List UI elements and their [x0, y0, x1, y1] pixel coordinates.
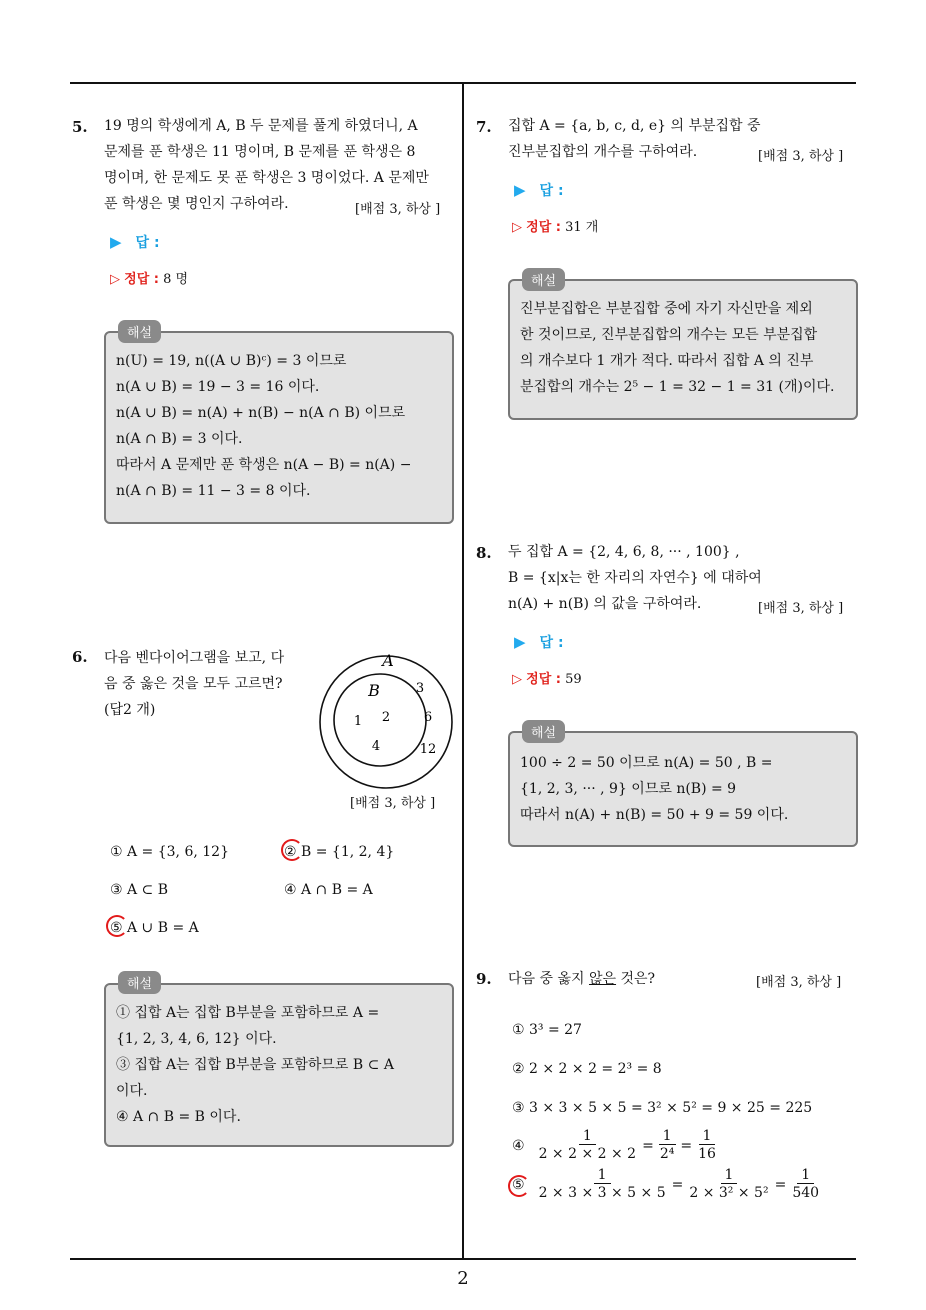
fraction	[535, 1128, 641, 1163]
explanation-line: 따라서 A 문제만 푼 학생은 n(A − B) = n(A) −	[116, 457, 412, 473]
denominator: 2⁴	[659, 1146, 675, 1162]
explanation-line: 의 개수보다 1 개가 적다. 따라서 집합 A 의 진부	[520, 353, 814, 369]
explanation-line: n(A ∩ B) = 11 − 3 = 8 이다.	[116, 483, 311, 499]
option-4-mark: ④	[512, 1137, 525, 1154]
option-5[interactable]: ⑤ A ∪ B = A	[110, 920, 199, 936]
correct-marker-icon: ▷	[110, 272, 120, 287]
explanation-line: ④ A ∩ B = B 이다.	[116, 1109, 241, 1125]
numerator: 1	[797, 1167, 814, 1184]
correct-label: 정답 :	[526, 672, 561, 687]
option-2[interactable]: ② 2 × 2 × 2 = 2³ = 8	[512, 1061, 662, 1077]
correct-label: 정답 :	[526, 220, 561, 235]
page-number: 2	[457, 1268, 469, 1289]
venn-diagram	[316, 652, 458, 792]
fraction	[656, 1128, 679, 1163]
explanation-line: 100 ÷ 2 = 50 이므로 n(A) = 50 , B =	[520, 755, 773, 771]
denominator: 2 × 3² × 5²	[689, 1185, 769, 1201]
explanation-line: ③ 집합 A는 집합 B부분을 포함하므로 B ⊂ A	[116, 1057, 394, 1073]
equals: =	[680, 1137, 693, 1154]
venn-element: 12	[419, 742, 437, 757]
column-divider	[462, 83, 464, 1259]
play-icon: ▶	[514, 633, 526, 651]
option-5[interactable]	[512, 1167, 825, 1202]
venn-element: 2	[381, 710, 391, 725]
correct-value: 59	[565, 672, 582, 687]
explanation-line: ① 집합 A는 집합 B부분을 포함하므로 A =	[116, 1005, 380, 1021]
q5-line: 푼 학생은 몇 명인지 구하여라.	[104, 196, 289, 212]
option-1[interactable]: ① 3³ = 27	[512, 1022, 582, 1038]
correct-label: 정답 :	[124, 272, 159, 287]
numerator: 1	[699, 1128, 716, 1145]
explanation-line: {1, 2, 3, ··· , 9} 이므로 n(B) = 9	[520, 781, 737, 797]
q7-line: 진부분집합의 개수를 구하여라.	[508, 144, 698, 160]
denominator: 2 × 2 × 2 × 2	[538, 1146, 637, 1162]
question-8-number: 8.	[476, 544, 492, 562]
q8-line: n(A) + n(B) 의 값을 구하여라.	[508, 596, 702, 612]
option-3[interactable]: ③ A ⊂ B	[110, 882, 169, 898]
question-9-score: [배점 3, 하상 ]	[756, 975, 842, 990]
option-4[interactable]	[512, 1128, 722, 1163]
answer-label: 답 :	[539, 635, 564, 651]
explanation-line: 따라서 n(A) + n(B) = 50 + 9 = 59 이다.	[520, 807, 789, 823]
numerator: 1	[594, 1167, 611, 1184]
venn-label-b: B	[368, 681, 380, 700]
venn-element: 1	[353, 714, 363, 729]
numerator: 1	[579, 1128, 596, 1145]
question-7-score: [배점 3, 하상 ]	[758, 149, 844, 164]
numerator: 1	[721, 1167, 738, 1184]
q6-line: 다음 벤다이어그램을 보고, 다	[104, 650, 285, 666]
option-2[interactable]: ② B = {1, 2, 4}	[284, 844, 395, 860]
question-6-text	[104, 645, 314, 723]
explanation-line: 이다.	[116, 1083, 148, 1099]
play-icon: ▶	[110, 233, 122, 251]
q9-text-before: 다음 중 옳지	[508, 971, 589, 987]
q6-line: (답2 개)	[104, 702, 156, 718]
venn-element: 3	[415, 681, 425, 696]
fraction	[685, 1167, 772, 1202]
correct-value: 8 명	[163, 272, 189, 287]
correct-marker-icon: ▷	[512, 672, 522, 687]
play-icon: ▶	[514, 181, 526, 199]
correct-value: 31 개	[565, 220, 599, 235]
question-9-number: 9.	[476, 970, 492, 988]
q6-line: 음 중 옳은 것을 모두 고르면?	[104, 676, 283, 692]
question-7-answer-line[interactable]	[514, 180, 564, 200]
venn-element: 4	[371, 739, 381, 754]
q9-text-underlined: 않은	[588, 971, 617, 987]
answer-mark-circle	[281, 839, 303, 861]
equals: =	[642, 1137, 654, 1154]
explanation-line: 한 것이므로, 진부분집합의 개수는 모든 부분집합	[520, 327, 818, 343]
correct-marker-icon: ▷	[512, 220, 522, 235]
q7-line: 집합 A = {a, b, c, d, e} 의 부분집합 중	[508, 118, 761, 134]
question-8-explanation-tag: 해설	[522, 720, 565, 743]
numerator: 1	[659, 1128, 676, 1145]
question-8-answer-line[interactable]	[514, 632, 564, 652]
q5-line: 19 명의 학생에게 A, B 두 문제를 풀게 하였더니, A	[104, 118, 418, 134]
venn-element: 6	[423, 710, 433, 725]
fraction	[788, 1167, 823, 1202]
question-9-text	[508, 966, 655, 992]
explanation-line: 진부분집합은 부분집합 중에 자기 자신만을 제외	[520, 301, 813, 317]
question-6-score: [배점 3, 하상 ]	[350, 796, 436, 811]
denominator: 16	[698, 1146, 716, 1162]
explanation-line: n(A ∪ B) = n(A) + n(B) − n(A ∩ B) 이므로	[116, 405, 406, 421]
question-8-correct	[512, 668, 582, 687]
explanation-line: 분집합의 개수는 2⁵ − 1 = 32 − 1 = 31 (개)이다.	[520, 379, 835, 395]
option-1[interactable]: ① A = {3, 6, 12}	[110, 844, 229, 860]
question-6-explanation	[116, 1000, 444, 1130]
denominator: 2 × 3 × 3 × 5 × 5	[538, 1185, 666, 1201]
question-7-explanation-tag: 해설	[522, 268, 565, 291]
explanation-line: {1, 2, 3, 4, 6, 12} 이다.	[116, 1031, 277, 1047]
equals: =	[671, 1176, 684, 1193]
venn-label-a: A	[382, 652, 394, 670]
question-5-explanation	[116, 348, 444, 504]
question-8-explanation	[520, 750, 850, 828]
question-7-correct	[512, 216, 598, 235]
question-7-explanation	[520, 296, 850, 400]
fraction	[694, 1128, 720, 1163]
question-5-score: [배점 3, 하상 ]	[355, 202, 441, 217]
question-5-number: 5.	[72, 118, 88, 136]
option-5-mark: ⑤	[512, 1176, 525, 1193]
question-8-score: [배점 3, 하상 ]	[758, 601, 844, 616]
option-3[interactable]: ③ 3 × 3 × 5 × 5 = 3² × 5² = 9 × 25 = 225	[512, 1100, 813, 1116]
question-5-answer-line[interactable]	[110, 232, 160, 252]
answer-mark-circle	[106, 915, 128, 937]
equals: =	[774, 1176, 787, 1193]
explanation-line: n(U) = 19, n((A ∪ B)ᶜ) = 3 이므로	[116, 353, 347, 369]
q8-line: 두 집합 A = {2, 4, 6, 8, ··· , 100} ,	[508, 544, 740, 560]
answer-label: 답 :	[135, 235, 160, 251]
answer-label: 답 :	[539, 183, 564, 199]
explanation-line: n(A ∪ B) = 19 − 3 = 16 이다.	[116, 379, 320, 395]
denominator: 540	[792, 1185, 820, 1201]
q5-line: 명이며, 한 문제도 못 푼 학생은 3 명이었다. A 문제만	[104, 170, 429, 186]
question-6-explanation-tag: 해설	[118, 971, 161, 994]
option-4[interactable]: ④ A ∩ B = A	[284, 882, 373, 898]
fraction	[535, 1167, 670, 1202]
question-5-explanation-tag: 해설	[118, 320, 161, 343]
q8-line: B = {x|x는 한 자리의 자연수} 에 대하여	[508, 570, 762, 586]
explanation-line: n(A ∩ B) = 3 이다.	[116, 431, 243, 447]
q5-line: 문제를 푼 학생은 11 명이며, B 문제를 푼 학생은 8	[104, 144, 416, 160]
question-5-correct	[110, 268, 188, 287]
answer-mark-circle	[508, 1175, 530, 1197]
question-7-number: 7.	[476, 118, 492, 136]
q9-text-after: 것은?	[616, 971, 656, 987]
question-6-number: 6.	[72, 648, 88, 666]
